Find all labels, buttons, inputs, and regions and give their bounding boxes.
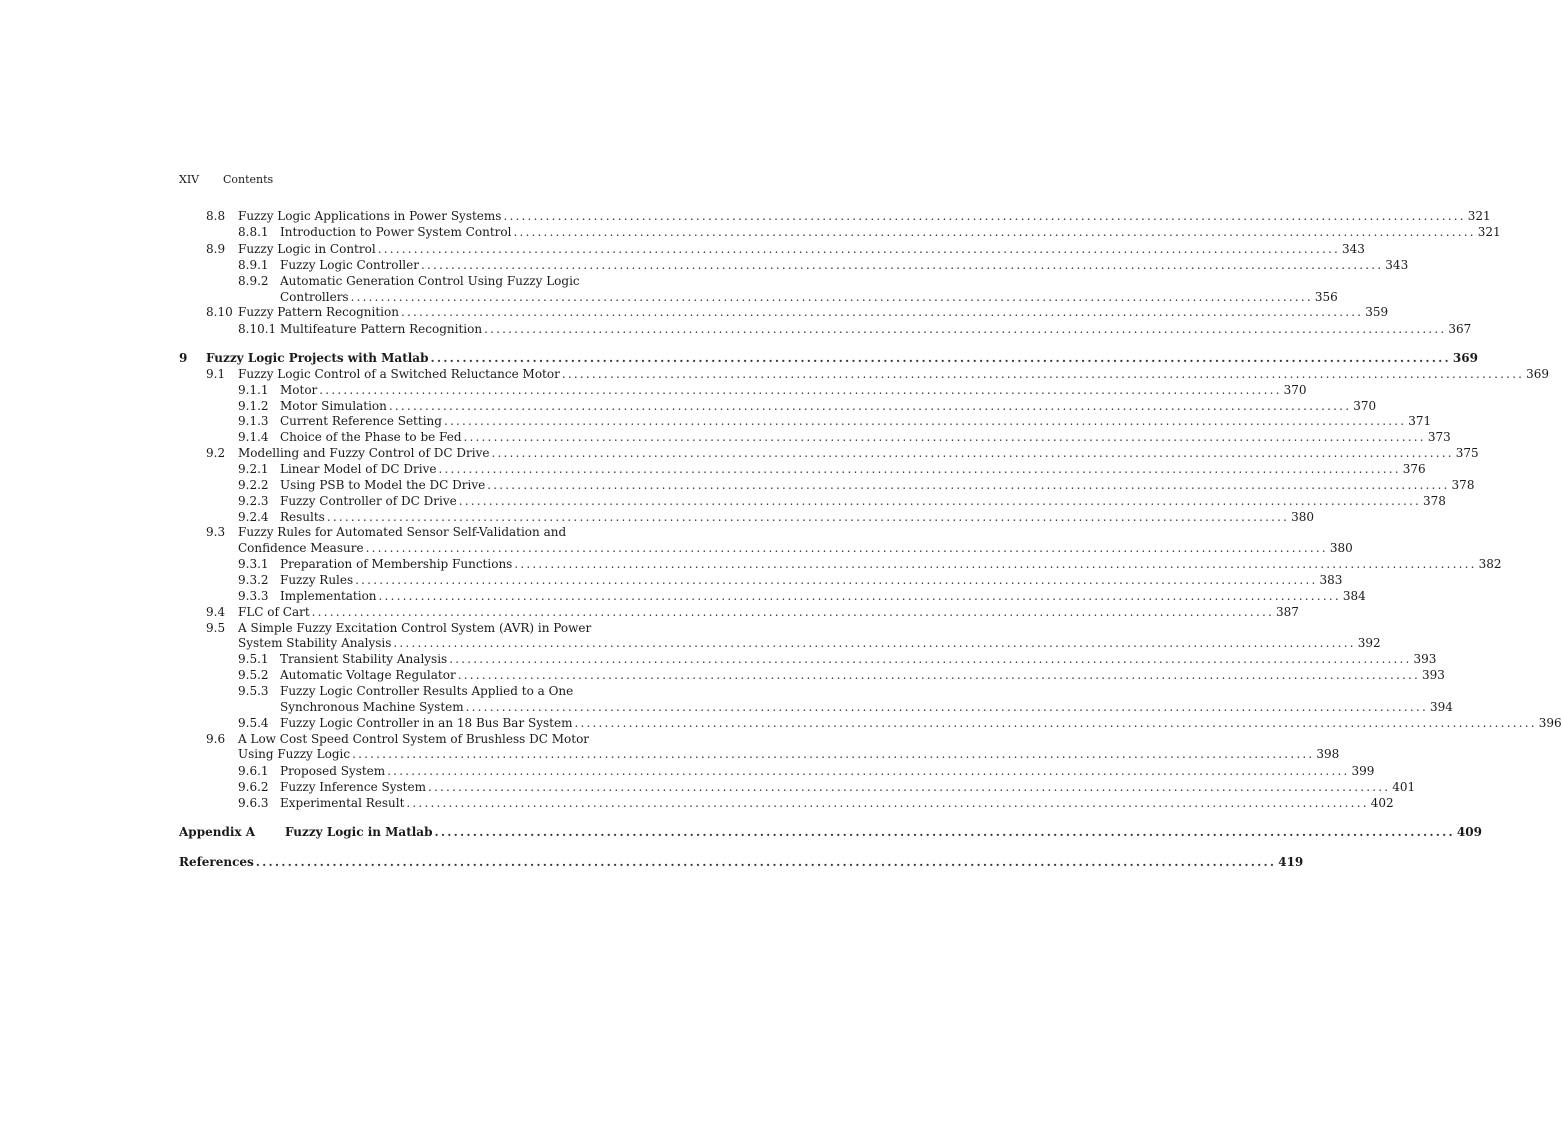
toc-entry[interactable] bbox=[0, 556, 1502, 572]
dot-leader: ................................................................................................................................................................ bbox=[255, 855, 1277, 869]
dot-leader: ................................................................................................................................................................ bbox=[319, 383, 1282, 397]
toc-entry-number: 9.3.3 bbox=[238, 589, 269, 603]
toc-entry-title: Motor Simulation bbox=[280, 399, 387, 413]
toc-entry[interactable] bbox=[0, 445, 1479, 461]
dot-leader: ................................................................................................................................................................ bbox=[465, 700, 1428, 714]
running-title: Contents bbox=[223, 173, 274, 186]
toc-entry-title: Fuzzy Inference System bbox=[280, 780, 426, 794]
toc-entry-page: 378 bbox=[1423, 494, 1446, 508]
toc-entry-title: Choice of the Phase to be Fed bbox=[280, 430, 462, 444]
toc-entry-number: 8.8 bbox=[206, 209, 226, 223]
toc-entry-page: 409 bbox=[1456, 825, 1482, 839]
toc-entry[interactable] bbox=[0, 746, 1340, 762]
toc-entry-title: Motor bbox=[280, 383, 318, 397]
dot-leader: ................................................................................................................................................................ bbox=[388, 399, 1352, 413]
toc-entry[interactable] bbox=[0, 273, 816, 289]
toc-entry-title: Experimental Result bbox=[280, 796, 405, 810]
toc-entry-number: 9.1.4 bbox=[238, 430, 269, 444]
toc-entry[interactable] bbox=[0, 699, 1453, 715]
dot-leader: ................................................................................................................................................................ bbox=[463, 430, 1426, 444]
toc-entry-number: 9.6.2 bbox=[238, 780, 269, 794]
toc-entry[interactable] bbox=[0, 413, 1432, 429]
dot-leader: ................................................................................................................................................................ bbox=[350, 290, 1313, 304]
toc-entry-title: Transient Stability Analysis bbox=[280, 652, 448, 666]
toc-entry[interactable] bbox=[0, 540, 1353, 556]
toc-entry-title: Linear Model of DC Drive bbox=[280, 462, 437, 476]
toc-entry-title: Controllers bbox=[280, 290, 349, 304]
dot-leader: ................................................................................................................................................................ bbox=[449, 652, 1412, 666]
toc-entry-title: A Simple Fuzzy Excitation Control System (AVR) in Power bbox=[238, 621, 592, 635]
toc-entry-number: 9.6 bbox=[206, 732, 226, 746]
toc-entry[interactable] bbox=[0, 429, 1451, 445]
toc-entry-title: Fuzzy Logic Controller bbox=[280, 258, 419, 272]
dot-leader: ................................................................................................................................................................ bbox=[400, 305, 1364, 319]
toc-entry-page: 419 bbox=[1278, 855, 1304, 869]
dot-leader: ................................................................................................................................................................ bbox=[420, 258, 1384, 272]
toc-entry[interactable] bbox=[0, 477, 1475, 493]
toc-entry-title: Fuzzy Logic Control of a Switched Reluctance Motor bbox=[238, 367, 560, 381]
toc-entry-number: 8.10 bbox=[206, 305, 233, 319]
toc-entry-number: 9.6.1 bbox=[238, 764, 269, 778]
toc-entry-title: Fuzzy Logic Controller Results Applied to a One bbox=[280, 684, 574, 698]
toc-entry[interactable] bbox=[0, 667, 1445, 683]
toc-entry-title: Proposed System bbox=[280, 764, 386, 778]
toc-entry[interactable] bbox=[0, 289, 1338, 305]
toc-entry-title: System Stability Analysis bbox=[238, 636, 392, 650]
dot-leader: ................................................................................................................................................................ bbox=[574, 716, 1537, 730]
toc-entry[interactable] bbox=[0, 795, 1394, 811]
toc-entry-page: 369 bbox=[1452, 351, 1478, 365]
toc-entry[interactable] bbox=[0, 208, 1491, 224]
toc-entry-number: 9.5 bbox=[206, 621, 226, 635]
toc-entry-page: 378 bbox=[1451, 478, 1475, 492]
toc-entry-title: References bbox=[179, 855, 254, 869]
toc-entry-title: Fuzzy Rules bbox=[280, 573, 354, 587]
dot-leader: ................................................................................................................................................................ bbox=[434, 825, 1455, 839]
toc-entry-number: 8.8.1 bbox=[238, 225, 269, 239]
toc-entry[interactable] bbox=[0, 304, 1389, 320]
toc-entry[interactable] bbox=[0, 398, 1377, 414]
toc-entry[interactable] bbox=[0, 854, 1304, 870]
dot-leader: ................................................................................................................................................................ bbox=[365, 541, 1328, 555]
dot-leader: ................................................................................................................................................................ bbox=[406, 796, 1369, 810]
toc-entry-number: 9.3.1 bbox=[238, 557, 269, 571]
toc-entry-page: 369 bbox=[1526, 367, 1550, 381]
toc-entry[interactable] bbox=[0, 588, 1366, 604]
toc-entry-number: 9.5.3 bbox=[238, 684, 269, 698]
toc-entry[interactable] bbox=[0, 572, 1343, 588]
toc-entry-number: 9.2.2 bbox=[238, 478, 269, 492]
toc-entry-page: 373 bbox=[1427, 430, 1451, 444]
toc-entry-number: 9.5.2 bbox=[238, 668, 269, 682]
dot-leader: ................................................................................................................................................................ bbox=[503, 209, 1466, 223]
toc-entry-page: 343 bbox=[1342, 242, 1365, 256]
toc-entry-title: Modelling and Fuzzy Control of DC Drive bbox=[238, 446, 490, 460]
toc-entry-number: 8.9 bbox=[206, 242, 226, 256]
toc-entry[interactable] bbox=[0, 620, 816, 636]
dot-leader: ................................................................................................................................................................ bbox=[457, 668, 1421, 682]
dot-leader: ................................................................................................................................................................ bbox=[427, 780, 1391, 794]
toc-entry-number: 9.2.4 bbox=[238, 510, 269, 524]
toc-entry[interactable] bbox=[0, 779, 1416, 795]
dot-leader: ................................................................................................................................................................ bbox=[326, 510, 1290, 524]
toc-entry-title: Preparation of Membership Functions bbox=[280, 557, 513, 571]
toc-entry-title: Confidence Measure bbox=[238, 541, 364, 555]
dot-leader: ................................................................................................................................................................ bbox=[487, 478, 1450, 492]
toc-entry-title: Fuzzy Rules for Automated Sensor Self-Validation and bbox=[238, 525, 567, 539]
toc-entry[interactable] bbox=[0, 321, 1472, 337]
toc-entry[interactable] bbox=[0, 257, 1409, 273]
toc-entry-number: 9.5.4 bbox=[238, 716, 269, 730]
dot-leader: ................................................................................................................................................................ bbox=[438, 462, 1401, 476]
toc-entry-number: 8.9.1 bbox=[238, 258, 269, 272]
toc-entry-page: 401 bbox=[1392, 780, 1416, 794]
toc-entry[interactable] bbox=[0, 651, 1437, 667]
toc-entry-title: A Low Cost Speed Control System of Brushless DC Motor bbox=[238, 732, 590, 746]
dot-leader: ................................................................................................................................................................ bbox=[393, 636, 1356, 650]
toc-entry[interactable] bbox=[0, 509, 1315, 525]
dot-leader: ................................................................................................................................................................ bbox=[514, 557, 1477, 571]
toc-entry-page: 399 bbox=[1351, 764, 1375, 778]
toc-entry-page: 370 bbox=[1353, 399, 1377, 413]
toc-entry-page: 371 bbox=[1408, 414, 1432, 428]
toc-entry-title: Automatic Generation Control Using Fuzzy Logic bbox=[280, 274, 580, 288]
toc-entry-page: 380 bbox=[1329, 541, 1353, 555]
toc-entry[interactable] bbox=[0, 350, 1478, 366]
toc-entry-number: 9.6.3 bbox=[238, 796, 269, 810]
toc-entry-page: 359 bbox=[1365, 305, 1389, 319]
toc-entry-page: 396 bbox=[1538, 716, 1562, 730]
toc-entry[interactable] bbox=[0, 524, 816, 540]
toc-entry-title: Fuzzy Logic in Control bbox=[238, 242, 376, 256]
toc-entry-page: 321 bbox=[1467, 209, 1491, 223]
toc-entry[interactable] bbox=[0, 224, 1501, 240]
dot-leader: ................................................................................................................................................................ bbox=[458, 494, 1422, 508]
dot-leader: ................................................................................................................................................................ bbox=[355, 573, 1318, 587]
toc-entry[interactable] bbox=[0, 366, 1550, 382]
toc-entry-page: 392 bbox=[1357, 636, 1381, 650]
toc-entry-number: 9.4 bbox=[206, 605, 226, 619]
toc-entry[interactable] bbox=[0, 604, 1299, 620]
toc-entry[interactable] bbox=[0, 763, 1375, 779]
toc-entry[interactable] bbox=[0, 683, 816, 699]
toc-entry-page: 370 bbox=[1283, 383, 1307, 397]
toc-entry-title: FLC of Cart bbox=[238, 605, 310, 619]
toc-entry-page: 402 bbox=[1370, 796, 1394, 810]
dot-leader: ................................................................................................................................................................ bbox=[378, 589, 1341, 603]
toc-entry-page: 393 bbox=[1422, 668, 1445, 682]
toc-entry-number: 9.1.2 bbox=[238, 399, 269, 413]
dot-leader: ................................................................................................................................................................ bbox=[443, 414, 1407, 428]
toc-entry-page: 387 bbox=[1275, 605, 1299, 619]
toc-entry[interactable] bbox=[0, 731, 816, 747]
toc-entry-title: Fuzzy Logic Controller in an 18 Bus Bar System bbox=[280, 716, 573, 730]
toc-entry-page: 394 bbox=[1429, 700, 1453, 714]
toc-entry-number: 9.5.1 bbox=[238, 652, 269, 666]
toc-entry-page: 367 bbox=[1448, 322, 1472, 336]
toc-entry-number: 8.10.1 bbox=[238, 322, 277, 336]
toc-entry[interactable] bbox=[0, 824, 1482, 840]
toc-entry-title: Current Reference Setting bbox=[280, 414, 442, 428]
toc-entry-title: Implementation bbox=[280, 589, 377, 603]
toc-entry-title: Using Fuzzy Logic bbox=[238, 747, 351, 761]
toc-entry-title: Results bbox=[280, 510, 325, 524]
toc-entry-number: 8.9.2 bbox=[238, 274, 269, 288]
toc-entry-title: Fuzzy Pattern Recognition bbox=[238, 305, 399, 319]
toc-entry[interactable] bbox=[0, 715, 1562, 731]
toc-entry-page: 382 bbox=[1478, 557, 1502, 571]
dot-leader: ................................................................................................................................................................ bbox=[387, 764, 1350, 778]
dot-leader: ................................................................................................................................................................ bbox=[311, 605, 1274, 619]
page-number: XIV bbox=[179, 173, 200, 186]
dot-leader: ................................................................................................................................................................ bbox=[377, 242, 1340, 256]
toc-entry-number: 9.1.1 bbox=[238, 383, 269, 397]
toc-entry-page: 393 bbox=[1413, 652, 1437, 666]
toc-entry-page: 356 bbox=[1314, 290, 1338, 304]
dot-leader: ................................................................................................................................................................ bbox=[561, 367, 1525, 381]
toc-entry-number: 9.1 bbox=[206, 367, 226, 381]
toc-entry-number: 9.3.2 bbox=[238, 573, 269, 587]
toc-entry-title: Automatic Voltage Regulator bbox=[280, 668, 456, 682]
toc-entry-title: Fuzzy Controller of DC Drive bbox=[280, 494, 457, 508]
toc-entry-number: 9.2.1 bbox=[238, 462, 269, 476]
toc-entry-page: 383 bbox=[1319, 573, 1343, 587]
toc-entry[interactable] bbox=[0, 493, 1446, 509]
toc-entry-title: Using PSB to Model the DC Drive bbox=[280, 478, 486, 492]
toc-entry-page: 343 bbox=[1385, 258, 1409, 272]
toc-entry-title: Multifeature Pattern Recognition bbox=[280, 322, 483, 336]
toc-entry-page: 380 bbox=[1291, 510, 1315, 524]
toc-entry-number: 9.2.3 bbox=[238, 494, 269, 508]
toc-entry[interactable] bbox=[0, 635, 1381, 651]
toc-entry-page: 384 bbox=[1342, 589, 1366, 603]
toc-entry[interactable] bbox=[0, 461, 1426, 477]
running-header bbox=[179, 173, 273, 187]
toc-entry-title: Fuzzy Logic in Matlab bbox=[285, 825, 433, 839]
toc-entry-number: 9.1.3 bbox=[238, 414, 269, 428]
toc-entry-title: Fuzzy Logic Projects with Matlab bbox=[206, 351, 429, 365]
toc-entry-number: 9 bbox=[179, 351, 188, 365]
toc-entry[interactable] bbox=[0, 241, 1365, 257]
toc-entry-page: 375 bbox=[1455, 446, 1479, 460]
toc-entry-number: 9.2 bbox=[206, 446, 226, 460]
toc-entry-title: Introduction to Power System Control bbox=[280, 225, 512, 239]
dot-leader: ................................................................................................................................................................ bbox=[491, 446, 1454, 460]
toc-entry[interactable] bbox=[0, 382, 1307, 398]
dot-leader: ................................................................................................................................................................ bbox=[352, 747, 1315, 761]
dot-leader: ................................................................................................................................................................ bbox=[513, 225, 1476, 239]
toc-entry-page: 321 bbox=[1477, 225, 1501, 239]
toc-entry-page: 376 bbox=[1402, 462, 1426, 476]
dot-leader: ................................................................................................................................................................ bbox=[484, 322, 1447, 336]
toc-entry-title: Synchronous Machine System bbox=[280, 700, 464, 714]
dot-leader: ................................................................................................................................................................ bbox=[430, 351, 1451, 365]
toc-entry-page: 398 bbox=[1316, 747, 1340, 761]
toc-entry-number: Appendix A bbox=[179, 825, 256, 839]
toc-entry-number: 9.3 bbox=[206, 525, 226, 539]
toc-entry-title: Fuzzy Logic Applications in Power Systems bbox=[238, 209, 502, 223]
